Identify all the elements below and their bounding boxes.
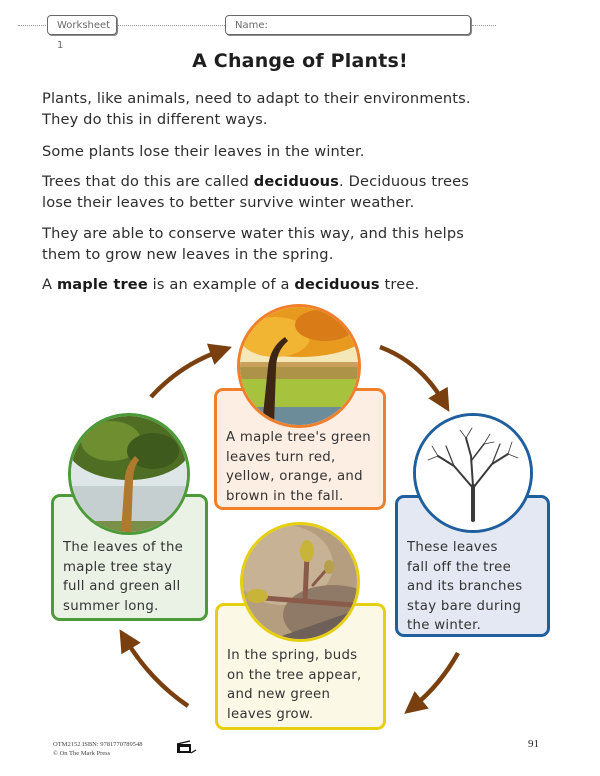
- card-text-line: In the spring, buds: [227, 648, 358, 663]
- autumn-tree-image: [240, 307, 358, 425]
- spring-bud-branch-photo: [240, 522, 360, 642]
- card-text-line: yellow, orange, and: [226, 469, 363, 484]
- name-label: Name:: [235, 20, 268, 31]
- card-text-line: stay bare during: [407, 598, 522, 614]
- winter-tree-image: [416, 416, 530, 530]
- card-text-line: summer long.: [63, 598, 159, 614]
- autumn-maple-tree-photo: [237, 304, 361, 428]
- page-number: 91: [528, 738, 539, 750]
- term-deciduous: deciduous: [294, 276, 380, 293]
- text-line: They are able to conserve water this way, and this helps: [42, 225, 465, 242]
- footer-copyright: © On The Mark Press: [53, 750, 111, 757]
- card-text-line: leaves turn red,: [226, 449, 336, 465]
- arrow-fall-to-winter: [380, 347, 443, 401]
- arrow-spring-to-summer: [126, 640, 188, 706]
- card-text-line: These leaves: [407, 540, 498, 555]
- worksheet-label: Worksheet 1: [57, 20, 111, 51]
- text-span: . Deciduous trees: [339, 173, 470, 190]
- arrow-summer-to-fall: [151, 351, 220, 397]
- card-text-line: and new green: [227, 687, 331, 702]
- summer-green-tree-photo: [68, 413, 190, 535]
- card-text-line: on the tree appear,: [227, 667, 362, 683]
- card-text-line: A maple tree's green: [226, 430, 371, 445]
- card-text-line: brown in the fall.: [226, 488, 344, 504]
- arrow-winter-to-spring: [414, 653, 458, 706]
- text-line: Some plants lose their leaves in the winter.: [42, 143, 365, 160]
- footer-publication-info: [53, 740, 143, 758]
- card-text-line: the winter.: [407, 618, 482, 633]
- term-maple-tree: maple tree: [56, 276, 148, 293]
- text-span: is an example of a: [147, 276, 295, 293]
- page-title: A Change of Plants!: [192, 50, 408, 72]
- card-text-line: full and green all: [63, 579, 181, 594]
- footer-isbn: OTM2152 ISBN: 9781770789548: [53, 741, 143, 748]
- bare-winter-tree-photo: [413, 413, 533, 533]
- term-deciduous: deciduous: [253, 173, 340, 190]
- publisher-logo-icon: [176, 740, 198, 754]
- text-line: them to grow new leaves in the spring.: [42, 246, 334, 263]
- text-span: tree.: [379, 276, 420, 293]
- spring-bud-image: [243, 525, 357, 639]
- text-span: Trees that do this are called: [42, 173, 254, 190]
- card-text-line: maple tree stay: [63, 559, 173, 575]
- card-text-line: The leaves of the: [63, 540, 184, 555]
- text-line: lose their leaves to better survive winter weather.: [42, 194, 415, 211]
- text-span: A: [42, 276, 57, 293]
- text-line: Plants, like animals, need to adapt to their environments.: [42, 90, 471, 107]
- summer-tree-image: [71, 416, 187, 532]
- card-text-line: and its branches: [407, 579, 523, 594]
- text-line: They do this in different ways.: [42, 111, 268, 128]
- card-text-line: leaves grow.: [227, 706, 314, 722]
- card-text-line: fall off the tree: [407, 559, 512, 575]
